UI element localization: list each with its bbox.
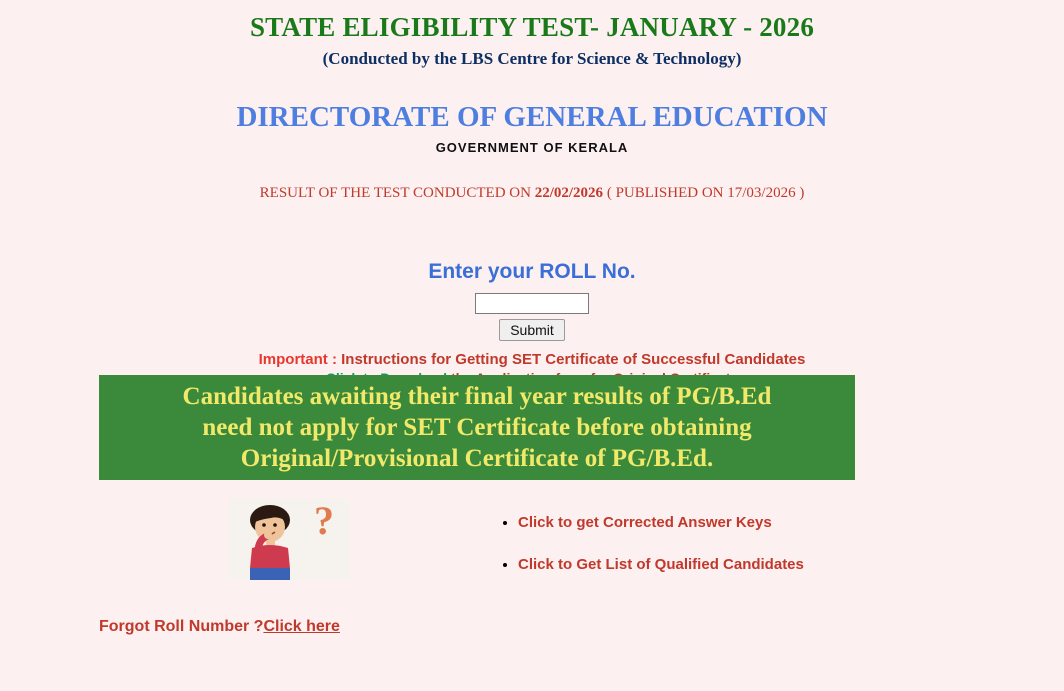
government-title: GOVERNMENT OF KERALA bbox=[435, 140, 629, 155]
result-announcement bbox=[0, 185, 1064, 202]
forgot-roll-number-label: Forgot Roll Number ? bbox=[99, 618, 264, 635]
qualified-candidates-link[interactable]: Click to Get List of Qualified Candidates bbox=[518, 556, 804, 573]
answer-keys-link[interactable]: Click to get Corrected Answer Keys bbox=[518, 514, 772, 531]
submit-row bbox=[0, 319, 1064, 341]
roll-number-label: Enter your ROLL No. bbox=[428, 260, 636, 283]
page-title: STATE ELIGIBILITY TEST- JANUARY - 2026 bbox=[249, 12, 815, 42]
forgot-roll-number-link[interactable]: Click here bbox=[263, 618, 340, 635]
published-on-text: PUBLISHED ON 17/03/2026 bbox=[615, 185, 796, 201]
roll-number-input[interactable] bbox=[475, 293, 589, 314]
links-list bbox=[500, 514, 804, 598]
submit-button[interactable]: Submit bbox=[499, 319, 565, 341]
department-title: DIRECTORATE OF GENERAL EDUCATION bbox=[236, 101, 828, 133]
banner-line-1: Candidates awaiting their final year results of PG/B.Ed bbox=[182, 383, 772, 410]
forgot-roll-number-row bbox=[99, 618, 340, 636]
svg-text:?: ? bbox=[314, 498, 334, 543]
notice-banner bbox=[99, 375, 855, 480]
thinking-person-image bbox=[228, 498, 350, 580]
conducted-by-text: (Conducted by the LBS Centre for Science & Technology) bbox=[322, 49, 742, 68]
published-close-paren: ) bbox=[799, 185, 805, 201]
result-prefix: RESULT OF THE TEST CONDUCTED ON bbox=[259, 185, 531, 201]
important-notice-row bbox=[0, 351, 1064, 368]
lower-section bbox=[0, 492, 1064, 612]
roll-input-row bbox=[0, 293, 1064, 314]
result-date: 22/02/2026 bbox=[534, 185, 604, 201]
list-item bbox=[518, 514, 804, 532]
instructions-link[interactable]: Instructions for Getting SET Certificate of Successful Candidates bbox=[341, 351, 806, 368]
important-label: Important : bbox=[258, 351, 337, 368]
list-item bbox=[518, 556, 804, 574]
banner-line-3: Original/Provisional Certificate of PG/B.Ed. bbox=[240, 445, 714, 472]
published-open-paren: ( bbox=[606, 185, 612, 201]
banner-line-2: need not apply for SET Certificate before obtaining bbox=[202, 414, 752, 441]
